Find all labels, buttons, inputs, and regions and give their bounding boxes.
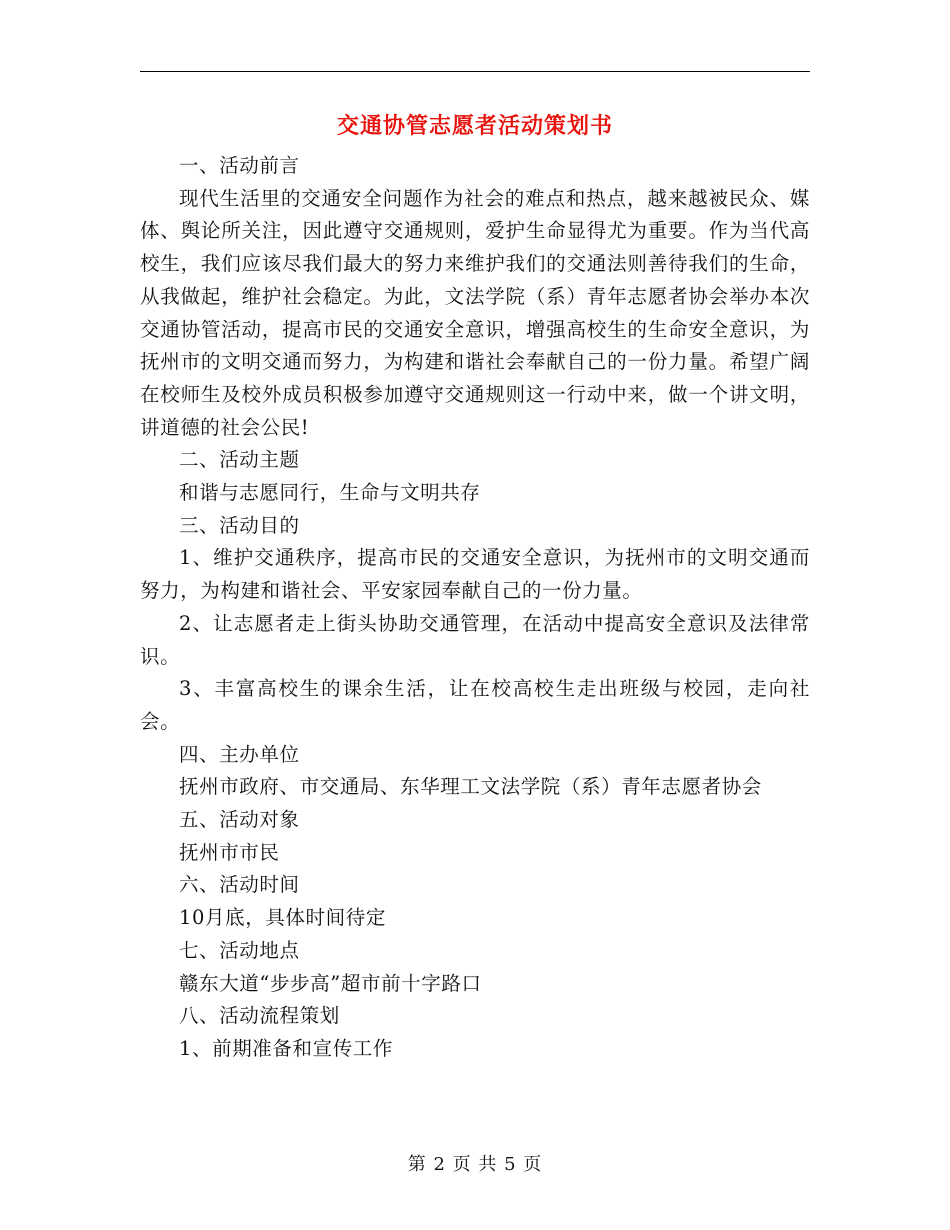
paragraph-purpose-2: 2、让志愿者走上街头协助交通管理，在活动中提高安全意识及法律常识。 (140, 611, 810, 668)
paragraph-process-1: 1、前期准备和宣传工作 (179, 1036, 394, 1060)
section-heading-process: 八、活动流程策划 (179, 1004, 340, 1028)
section-heading-purpose: 三、活动目的 (179, 513, 300, 537)
paragraph-location: 赣东大道“步步高”超市前十字路口 (179, 971, 482, 995)
paragraph-theme: 和谐与志愿同行，生命与文明共存 (179, 481, 481, 505)
section-heading-time: 六、活动时间 (179, 873, 300, 897)
header-rule (140, 71, 810, 72)
section-heading-preface: 一、活动前言 (179, 154, 300, 177)
paragraph-audience: 抚州市市民 (179, 840, 280, 864)
paragraph-preface: 现代生活里的交通安全问题作为社会的难点和热点，越来越被民众、媒体、舆论所关注，因此遵守交通规则，爱护生命显得尤为重要。作为当代高校生，我们应该尽我们最大的努力来维护我们的交通法则善待我们的生命，从我做起，维护社会稳定。为此，文法学院（系）青年志愿者协会举办本次交通协管活动，提高市民的交通安全意识，增强高校生的生命安全意识，为抚州市的文明交通而努力，为构建和谐社会奉献自己的一份力量。希望广阔在校师生及校外成员积极参加遵守交通规则这一行动中来，做一个讲文明，讲道德的社会公民! (140, 186, 810, 439)
section-heading-location: 七、活动地点 (179, 938, 300, 962)
section-heading-theme: 二、活动主题 (179, 448, 300, 472)
paragraph-organizer: 抚州市政府、市交通局、东华理工文法学院（系）青年志愿者协会 (179, 775, 762, 799)
paragraph-purpose-1: 1、维护交通秩序，提高市民的交通安全意识，为抚州市的文明交通而努力，为构建和谐社会、平安家园奉献自己的一份力量。 (140, 546, 810, 603)
section-heading-audience: 五、活动对象 (179, 808, 300, 832)
section-heading-organizer: 四、主办单位 (179, 742, 300, 766)
document-title: 交通协管志愿者活动策划书 (336, 113, 613, 139)
paragraph-time: 10月底，具体时间待定 (179, 906, 386, 930)
document-body (140, 150, 810, 1066)
page-number: 第 2 页 共 5 页 (407, 1154, 543, 1175)
paragraph-purpose-3: 3、丰富高校生的课余生活，让在校高校生走出班级与校园，走向社会。 (140, 677, 810, 733)
